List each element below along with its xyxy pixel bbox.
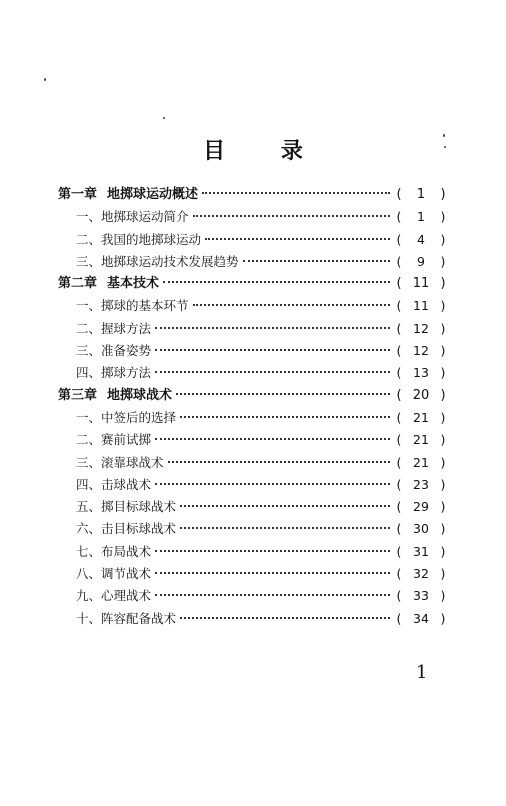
open-paren: ( <box>396 476 402 492</box>
toc-entry-number: 第三章 <box>58 387 98 403</box>
scan-speck <box>44 78 46 81</box>
toc-entry-number: 八、 <box>76 566 102 582</box>
close-paren: ) <box>440 432 446 448</box>
toc-entry-number: 第一章 <box>58 187 98 202</box>
open-paren: ( <box>396 276 402 292</box>
scan-speck <box>444 146 446 148</box>
toc-entry-number: 三、 <box>76 454 102 470</box>
dot-leader <box>180 505 390 507</box>
toc-entry-number: 一、 <box>76 209 102 225</box>
toc-page-number: 1 <box>417 209 425 225</box>
toc-section-row <box>58 295 448 317</box>
close-paren: ) <box>440 387 446 403</box>
toc-section-row <box>58 541 448 563</box>
toc-page-reference <box>394 295 448 317</box>
toc-page-number: 30 <box>413 521 429 537</box>
toc-entry-title: 调节战术 <box>101 566 152 582</box>
toc-entry-title: 准备姿势 <box>101 343 152 359</box>
open-paren: ( <box>396 432 402 448</box>
dot-leader <box>193 215 390 217</box>
toc-section-row <box>58 563 448 585</box>
toc-entry-title: 赛前试掷 <box>101 432 152 448</box>
toc-entry-title: 中签后的选择 <box>101 409 177 425</box>
toc-entry-number: 七、 <box>76 543 102 559</box>
dot-leader <box>155 327 390 329</box>
toc-page-number: 20 <box>412 387 430 403</box>
dot-leader <box>155 572 390 574</box>
open-paren: ( <box>396 566 402 582</box>
toc-page-number: 4 <box>417 231 425 247</box>
close-paren: ) <box>440 409 446 425</box>
toc-page-reference <box>394 608 448 630</box>
close-paren: ) <box>440 499 446 515</box>
close-paren: ) <box>440 343 446 359</box>
dot-leader <box>155 371 390 373</box>
toc-entry-title: 握球方法 <box>101 320 152 336</box>
toc-page-number: 12 <box>413 320 429 336</box>
open-paren: ( <box>396 343 402 359</box>
toc-entry-title: 心理战术 <box>101 588 152 604</box>
open-paren: ( <box>396 231 402 247</box>
toc-page-reference <box>394 318 448 340</box>
toc-page-number: 21 <box>413 454 429 470</box>
toc-page-number: 33 <box>413 588 429 604</box>
open-paren: ( <box>396 521 402 537</box>
dot-leader <box>243 260 390 262</box>
dot-leader <box>176 393 390 395</box>
toc-section-row <box>58 518 448 540</box>
open-paren: ( <box>396 320 402 336</box>
close-paren: ) <box>440 610 446 626</box>
toc-page-reference <box>394 518 448 540</box>
toc-entry-number: 二、 <box>76 320 102 336</box>
open-paren: ( <box>396 187 402 202</box>
dot-leader <box>155 483 390 485</box>
toc-entry-number: 六、 <box>76 521 102 537</box>
close-paren: ) <box>440 454 446 470</box>
toc-section-row <box>58 318 448 340</box>
toc-entry-title: 掷球的基本环节 <box>101 298 189 314</box>
toc-entry-title: 我国的地掷球运动 <box>101 231 202 247</box>
toc-page-reference <box>394 362 448 384</box>
toc-entry-title: 掷目标球战术 <box>101 499 177 515</box>
toc-entry-title: 地掷球战术 <box>107 387 173 403</box>
open-paren: ( <box>396 588 402 604</box>
toc-entry-title: 击球战术 <box>101 476 152 492</box>
toc-page-reference <box>394 429 448 451</box>
toc-page-reference <box>394 452 448 474</box>
open-paren: ( <box>396 610 402 626</box>
dot-leader <box>163 281 390 283</box>
toc-section-row <box>58 229 448 251</box>
toc-chapter-row <box>58 385 448 407</box>
toc-entry-title: 掷球方法 <box>101 365 152 381</box>
dot-leader <box>180 527 390 529</box>
open-paren: ( <box>396 253 402 269</box>
toc-page-number: 12 <box>413 343 429 359</box>
toc-entry-title: 阵容配备战术 <box>101 610 177 626</box>
toc-page-number: 13 <box>413 365 429 381</box>
dot-leader <box>193 304 390 306</box>
toc-page-reference <box>394 563 448 585</box>
close-paren: ) <box>440 320 446 336</box>
toc-page-reference <box>394 585 448 607</box>
toc-page-number: 34 <box>413 610 429 626</box>
toc-chapter-row <box>58 184 448 206</box>
close-paren: ) <box>440 543 446 559</box>
dot-leader <box>155 438 390 440</box>
open-paren: ( <box>396 499 402 515</box>
open-paren: ( <box>396 387 402 403</box>
dot-leader <box>168 461 390 463</box>
toc-page-reference <box>394 385 448 407</box>
toc-section-row <box>58 496 448 518</box>
close-paren: ) <box>440 253 446 269</box>
toc-entry-number: 第二章 <box>58 276 98 292</box>
toc-page-reference <box>394 273 448 295</box>
close-paren: ) <box>440 209 446 225</box>
close-paren: ) <box>440 365 446 381</box>
toc-section-row <box>58 340 448 362</box>
toc-entry-number: 五、 <box>76 499 102 515</box>
toc-page-reference <box>394 407 448 429</box>
toc-entry-title: 地掷球运动简介 <box>101 209 189 225</box>
toc-section-row <box>58 608 448 630</box>
toc-page-number: 1 <box>416 187 426 202</box>
dot-leader <box>155 349 390 351</box>
toc-page-reference <box>394 206 448 228</box>
toc-page-reference <box>394 340 448 362</box>
toc-page-number: 11 <box>412 276 430 292</box>
toc-entry-title: 击目标球战术 <box>101 521 177 537</box>
toc-section-row <box>58 362 448 384</box>
toc-page-reference <box>394 229 448 251</box>
open-paren: ( <box>396 543 402 559</box>
toc-page-number: 21 <box>413 432 429 448</box>
toc-page-number: 9 <box>417 253 425 269</box>
toc-page-number: 21 <box>413 409 429 425</box>
dot-leader <box>180 617 390 619</box>
close-paren: ) <box>440 298 446 314</box>
toc-section-row <box>58 407 448 429</box>
close-paren: ) <box>440 588 446 604</box>
toc-page-number: 11 <box>413 298 429 314</box>
toc-page-reference <box>394 474 448 496</box>
toc-entry-title: 布局战术 <box>101 543 152 559</box>
page-title: 目 录 <box>203 139 327 164</box>
close-paren: ) <box>440 276 446 292</box>
toc-entry-number: 二、 <box>76 432 102 448</box>
page-number: 1 <box>416 662 428 683</box>
table-of-contents <box>58 184 448 630</box>
toc-page-reference <box>394 251 448 273</box>
close-paren: ) <box>440 566 446 582</box>
scan-speck <box>443 134 445 137</box>
open-paren: ( <box>396 454 402 470</box>
dot-leader <box>202 192 390 194</box>
toc-chapter-row <box>58 273 448 295</box>
toc-entry-number: 四、 <box>76 476 102 492</box>
dot-leader <box>205 238 390 240</box>
toc-section-row <box>58 251 448 273</box>
toc-section-row <box>58 452 448 474</box>
toc-section-row <box>58 474 448 496</box>
toc-entry-number: 三、 <box>76 343 102 359</box>
close-paren: ) <box>440 187 446 202</box>
scan-speck <box>163 117 165 119</box>
toc-entry-number: 一、 <box>76 298 102 314</box>
toc-entry-number: 三、 <box>76 253 102 269</box>
toc-entry-title: 滚靠球战术 <box>101 454 164 470</box>
toc-entry-number: 一、 <box>76 409 102 425</box>
toc-page-reference <box>394 496 448 518</box>
toc-entry-number: 十、 <box>76 610 102 626</box>
close-paren: ) <box>440 231 446 247</box>
close-paren: ) <box>440 476 446 492</box>
toc-section-row <box>58 206 448 228</box>
toc-entry-title: 基本技术 <box>107 276 160 292</box>
open-paren: ( <box>396 409 402 425</box>
open-paren: ( <box>396 298 402 314</box>
toc-entry-title: 地掷球运动概述 <box>107 187 199 202</box>
toc-page-reference <box>394 184 448 206</box>
toc-entry-number: 四、 <box>76 365 102 381</box>
toc-entry-number: 九、 <box>76 588 102 604</box>
dot-leader <box>155 594 390 596</box>
dot-leader <box>155 550 390 552</box>
open-paren: ( <box>396 209 402 225</box>
toc-section-row <box>58 429 448 451</box>
dot-leader <box>180 416 390 418</box>
toc-page-number: 29 <box>413 499 429 515</box>
open-paren: ( <box>396 365 402 381</box>
toc-page-number: 32 <box>413 566 429 582</box>
toc-page-reference <box>394 541 448 563</box>
toc-page-number: 23 <box>413 476 429 492</box>
toc-page-number: 31 <box>413 543 429 559</box>
toc-entry-number: 二、 <box>76 231 102 247</box>
toc-section-row <box>58 585 448 607</box>
close-paren: ) <box>440 521 446 537</box>
toc-entry-title: 地掷球运动技术发展趋势 <box>101 253 239 269</box>
